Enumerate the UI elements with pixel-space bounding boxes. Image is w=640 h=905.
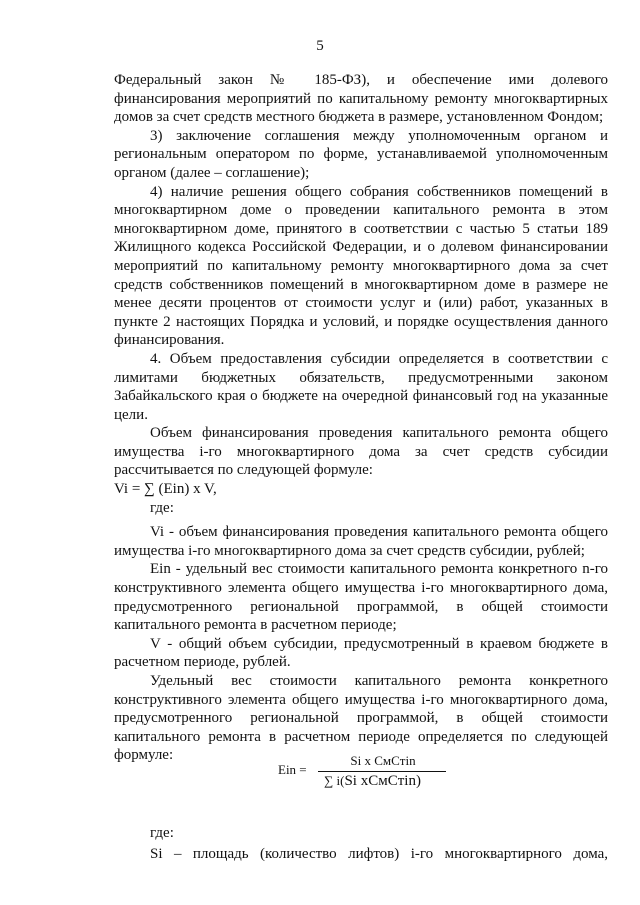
definition-ein: Ein - удельный вес стоимости капитального ремонта конкретного n-го конструктивного элемента общего имущества i-го многоквартирного дома, предусмотренного региональной программой, в общей стоимости капитального ремонта в расчетном периоде; [114,561,608,634]
formula-vi: Vi = ∑ (Ein) x V, [114,481,217,498]
definition-si: Si – площадь (количество лифтов) i-го многоквартирного дома, [150,846,608,862]
where-label-1: где: [150,499,174,516]
paragraph-ein-intro: Удельный вес стоимости капитального ремонта конкретного конструктивного элемента общего имущества i-го многоквартирного дома, предусмотренного региональной программой, в общей стоимости капитального ремонта в расчетном периоде определяется по следующей формуле: [114,673,608,764]
paragraph-continuation: Федеральный закон № 185-ФЗ), и обеспечение ими долевого финансирования мероприятий по капитальному ремонту многоквартирных домов за счет средств местного бюджета в размере, установленном Фондом; [114,72,608,126]
page-number: 5 [316,38,324,54]
formula-ein-lhs: Ein = [278,762,307,777]
formula-ein-numerator: Si x СмCтin [350,753,416,768]
paragraph-formula-intro: Объем финансирования проведения капитального ремонта общего имущества i-го многоквартирного дома за счет средств субсидии рассчитывается по следующей формуле: [114,425,608,479]
formula-ein-denominator [324,773,421,790]
definition-vi: Vi - объем финансирования проведения капитального ремонта общего имущества i-го многоквартирного дома за счет средств субсидии, рублей; [114,524,608,559]
paragraph-item-4: 4) наличие решения общего собрания собственников помещений в многоквартирном доме о проведении капитального ремонта в этом многоквартирном доме, принятого в соответствии с частью 5 статьи 189 Жилищного кодекса Российской Федерации, и о долевом финансировании мероприятий по капитальному ремонту многоквартирного дома за счет средств собственников помещений в многоквартирном доме в размере не менее десяти процентов от стоимости услуг и (или) работ, указанных в пункте 2 настоящих Порядка и условий, и порядке осуществления данного финансирования. [114,183,608,349]
sum-symbol: ∑ i( [324,773,345,788]
definition-v: V - общий объем субсидии, предусмотренный в краевом бюджете в расчетном периоде, рублей. [114,635,608,671]
formula-ein-denominator-body: Si xСмCтin) [344,773,421,789]
paragraph-section-4: 4. Объем предоставления субсидии определяется в соответствии с лимитами бюджетных обязательств, предусмотренными законом Забайкальского края о бюджете на очередной финансовый год на указанные цели. [114,350,608,423]
document-body [114,71,608,765]
where-label-2: где: [150,825,174,841]
fraction-bar [318,771,446,772]
formula-ein [278,753,478,793]
paragraph-item-3: 3) заключение соглашения между уполномоченным органом и региональным оператором по форме, устанавливаемой уполномоченным органом (далее – соглашение); [114,127,608,181]
